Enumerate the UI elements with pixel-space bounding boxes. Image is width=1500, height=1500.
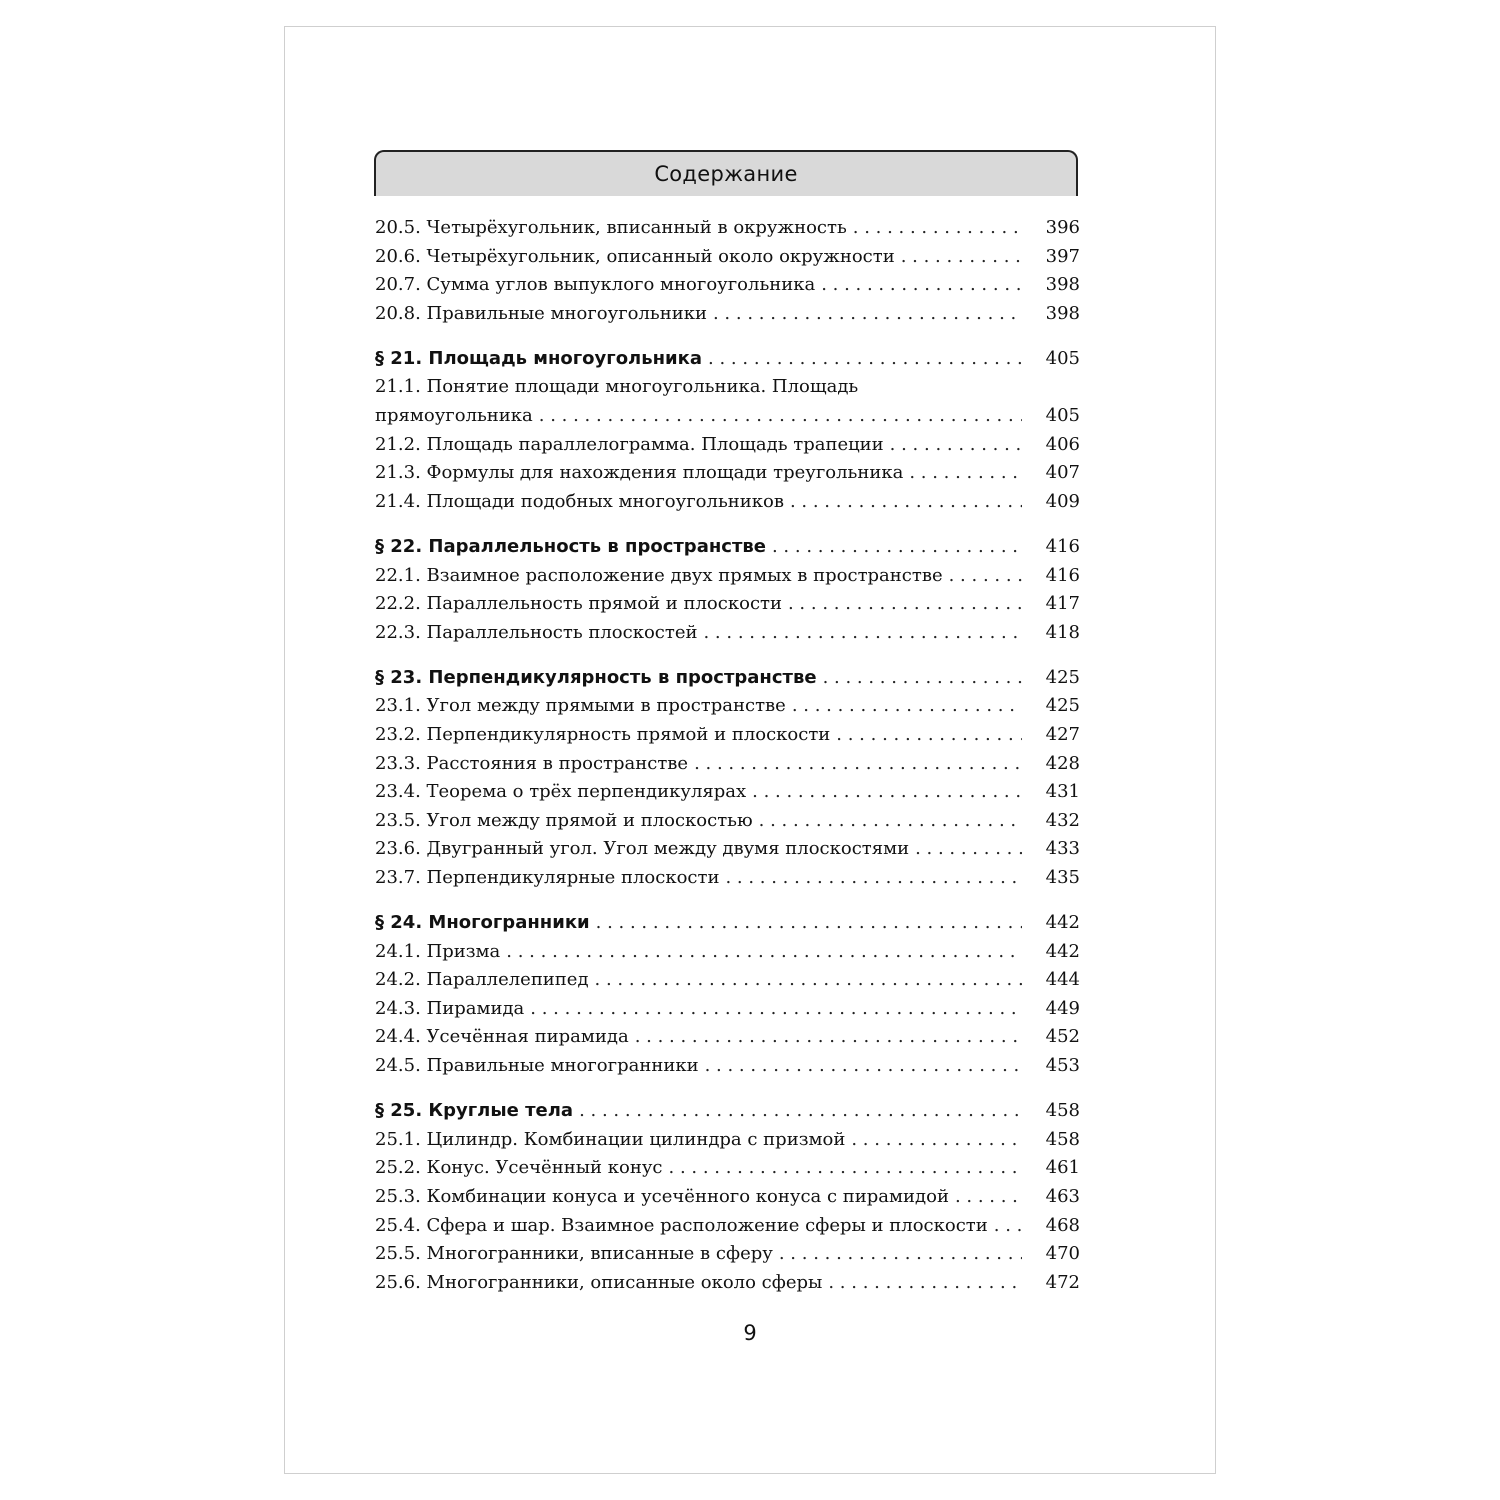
toc-section-heading[interactable]: § 23. Перпендикулярность в пространстве . . . 425 [375,664,1080,693]
toc-entry[interactable]: 24.4. Усечённая пирамида . . . 452 [375,1023,1080,1052]
toc-entry[interactable]: 23.4. Теорема о трёх перпендикулярах . . . 431 [375,778,1080,807]
toc-section-heading[interactable]: § 25. Круглые тела . . . 458 [375,1097,1080,1126]
table-of-contents [375,214,1080,1297]
toc-entry[interactable]: 24.3. Пирамида . . . 449 [375,995,1080,1024]
toc-entry[interactable]: 21.1. Понятие площади многоугольника. Площадь прямоугольника . . . 405 [375,373,1080,430]
toc-entry[interactable]: 23.6. Двугранный угол. Угол между двумя плоскостями . . . 433 [375,835,1080,864]
toc-entry[interactable]: 22.2. Параллельность прямой и плоскости . . . 417 [375,590,1080,619]
toc-entry[interactable]: 24.5. Правильные многогранники . . . 453 [375,1052,1080,1081]
toc-group [375,1097,1080,1297]
page-number: 9 [743,1321,757,1345]
toc-entry[interactable]: 21.3. Формулы для нахождения площади треугольника . . . 407 [375,459,1080,488]
toc-entry[interactable]: 25.6. Многогранники, описанные около сферы . . . 472 [375,1269,1080,1298]
toc-entry[interactable]: 24.2. Параллелепипед . . . 444 [375,966,1080,995]
toc-entry[interactable]: 20.6. Четырёхугольник, описанный около окружности . . . 397 [375,243,1080,272]
toc-entry[interactable]: 25.5. Многогранники, вписанные в сферу . . . 470 [375,1240,1080,1269]
toc-entry[interactable]: 23.2. Перпендикулярность прямой и плоскости . . . 427 [375,721,1080,750]
toc-group [375,533,1080,647]
toc-entry[interactable]: 25.3. Комбинации конуса и усечённого конуса с пирамидой . . . 463 [375,1183,1080,1212]
toc-entry[interactable]: 23.1. Угол между прямыми в пространстве . . . 425 [375,692,1080,721]
toc-section-heading[interactable]: § 24. Многогранники . . . 442 [375,909,1080,938]
contents-title: Содержание [654,162,798,186]
toc-entry[interactable]: 20.7. Сумма углов выпуклого многоугольника . . . 398 [375,271,1080,300]
toc-entry[interactable]: 25.4. Сфера и шар. Взаимное расположение сферы и плоскости . . . 468 [375,1212,1080,1241]
toc-entry[interactable]: 22.3. Параллельность плоскостей . . . 418 [375,619,1080,648]
toc-entry[interactable]: 21.4. Площади подобных многоугольников . . . 409 [375,488,1080,517]
contents-header [374,150,1078,196]
toc-group [375,664,1080,893]
toc-entry[interactable]: 23.3. Расстояния в пространстве . . . 428 [375,750,1080,779]
toc-entry[interactable]: 20.8. Правильные многоугольники . . . 398 [375,300,1080,329]
toc-entry[interactable]: 23.7. Перпендикулярные плоскости . . . 435 [375,864,1080,893]
toc-group [375,345,1080,517]
toc-entry[interactable]: 25.1. Цилиндр. Комбинации цилиндра с призмой . . . 458 [375,1126,1080,1155]
toc-entry[interactable]: 20.5. Четырёхугольник, вписанный в окружность . . . 396 [375,214,1080,243]
toc-entry[interactable]: 24.1. Призма . . . 442 [375,938,1080,967]
toc-entry[interactable]: 23.5. Угол между прямой и плоскостью . . . 432 [375,807,1080,836]
toc-group [375,214,1080,328]
toc-entry[interactable]: 21.2. Площадь параллелограмма. Площадь трапеции . . . 406 [375,431,1080,460]
toc-section-heading[interactable]: § 21. Площадь многоугольника . . . 405 [375,345,1080,374]
toc-entry[interactable]: 22.1. Взаимное расположение двух прямых в пространстве . . . 416 [375,562,1080,591]
toc-group [375,909,1080,1081]
toc-entry[interactable]: 25.2. Конус. Усечённый конус . . . 461 [375,1154,1080,1183]
toc-section-heading[interactable]: § 22. Параллельность в пространстве . . . 416 [375,533,1080,562]
